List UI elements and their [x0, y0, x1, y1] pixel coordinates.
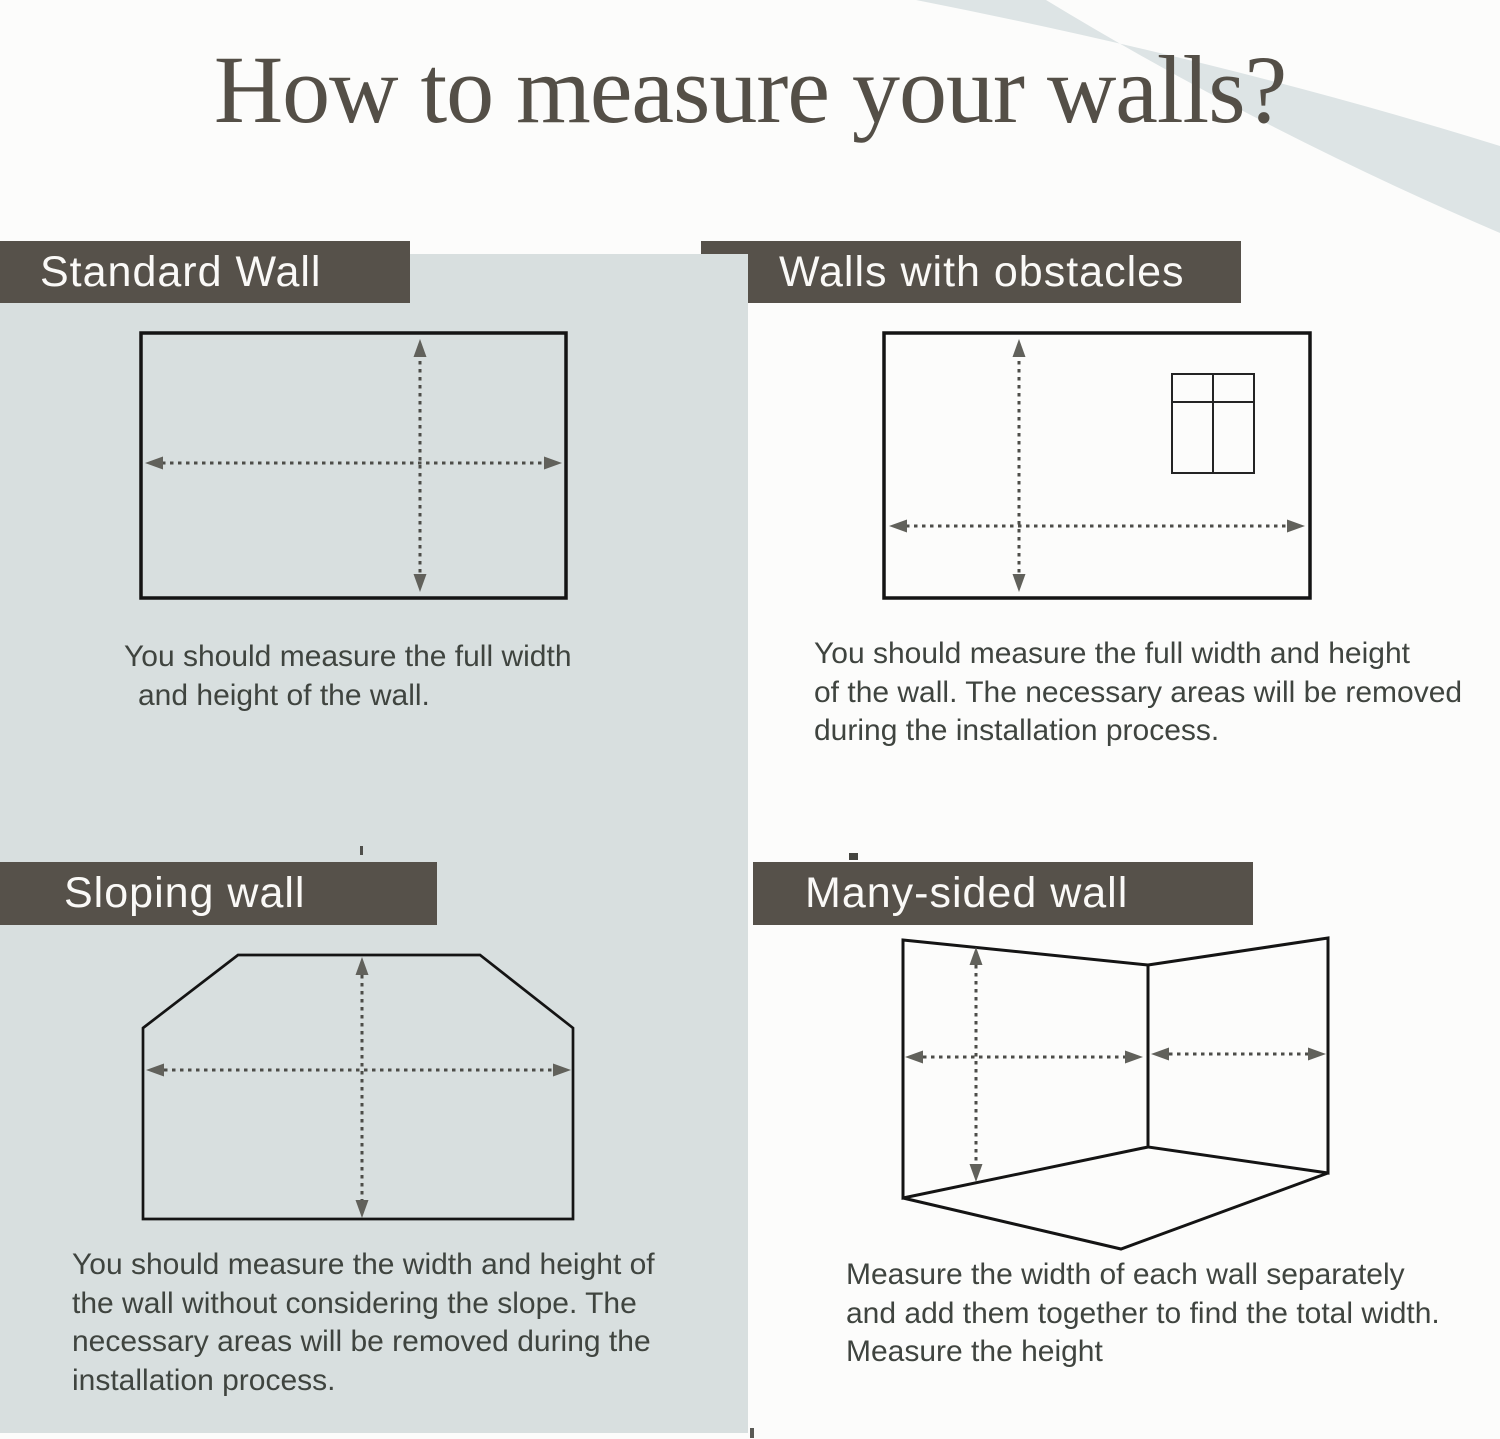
stray-mark: [750, 1428, 754, 1438]
width-arrow: [145, 457, 562, 470]
left-wall-width-arrow: [905, 1051, 1143, 1064]
walls-with-obstacles-diagram: [875, 325, 1325, 615]
window-icon: [1172, 374, 1254, 473]
description-line: Measure the width of each wall separately: [846, 1258, 1405, 1291]
description-line: necessary areas will be removed during the: [72, 1325, 651, 1358]
many-sided-wall-diagram: [880, 925, 1340, 1260]
walls-with-obstacles-bar-tail: [701, 241, 748, 255]
height-arrow: [970, 947, 983, 1182]
section-header-many-sided-wall: Many-sided wall: [753, 862, 1253, 925]
walls-with-obstacles-description: [814, 635, 1462, 751]
description-line: installation process.: [72, 1363, 336, 1397]
standard-wall-diagram: [130, 325, 580, 615]
section-header-sloping-wall: Sloping wall: [0, 862, 437, 925]
description-line: Measure the height: [846, 1335, 1103, 1368]
height-arrow: [356, 957, 369, 1218]
width-arrow: [889, 520, 1305, 533]
stray-mark: [849, 853, 858, 860]
wall-outline: [884, 333, 1310, 598]
left-wall-outline: [903, 940, 1148, 1198]
width-arrow: [146, 1064, 571, 1077]
description-line: You should measure the full width: [124, 640, 572, 673]
height-arrow: [414, 339, 427, 592]
section-header-walls-with-obstacles: Walls with obstacles: [748, 241, 1241, 303]
many-sided-wall-description: [846, 1256, 1440, 1372]
right-wall-outline: [1148, 938, 1328, 1173]
page-title: How to measure your walls?: [213, 36, 1287, 143]
sloping-wall-diagram: [130, 945, 580, 1235]
description-line: the wall without considering the slope. The: [72, 1286, 637, 1320]
right-wall-width-arrow: [1151, 1048, 1326, 1061]
description-line: of the wall. The necessary areas will be removed: [814, 675, 1463, 709]
standard-wall-description: [124, 638, 572, 715]
sloping-wall-description: [72, 1246, 655, 1400]
description-line: and height of the wall.: [138, 678, 430, 712]
wall-outline: [143, 955, 573, 1219]
wall-outline: [141, 333, 566, 598]
height-arrow: [1013, 339, 1026, 592]
description-line: You should measure the width and height of: [72, 1248, 655, 1281]
description-line: and add them together to find the total width.: [846, 1296, 1440, 1330]
section-header-standard-wall: Standard Wall: [0, 241, 410, 303]
description-line: during the installation process.: [814, 714, 1220, 747]
description-line: You should measure the full width and height: [814, 637, 1410, 670]
stray-mark: [360, 846, 363, 855]
